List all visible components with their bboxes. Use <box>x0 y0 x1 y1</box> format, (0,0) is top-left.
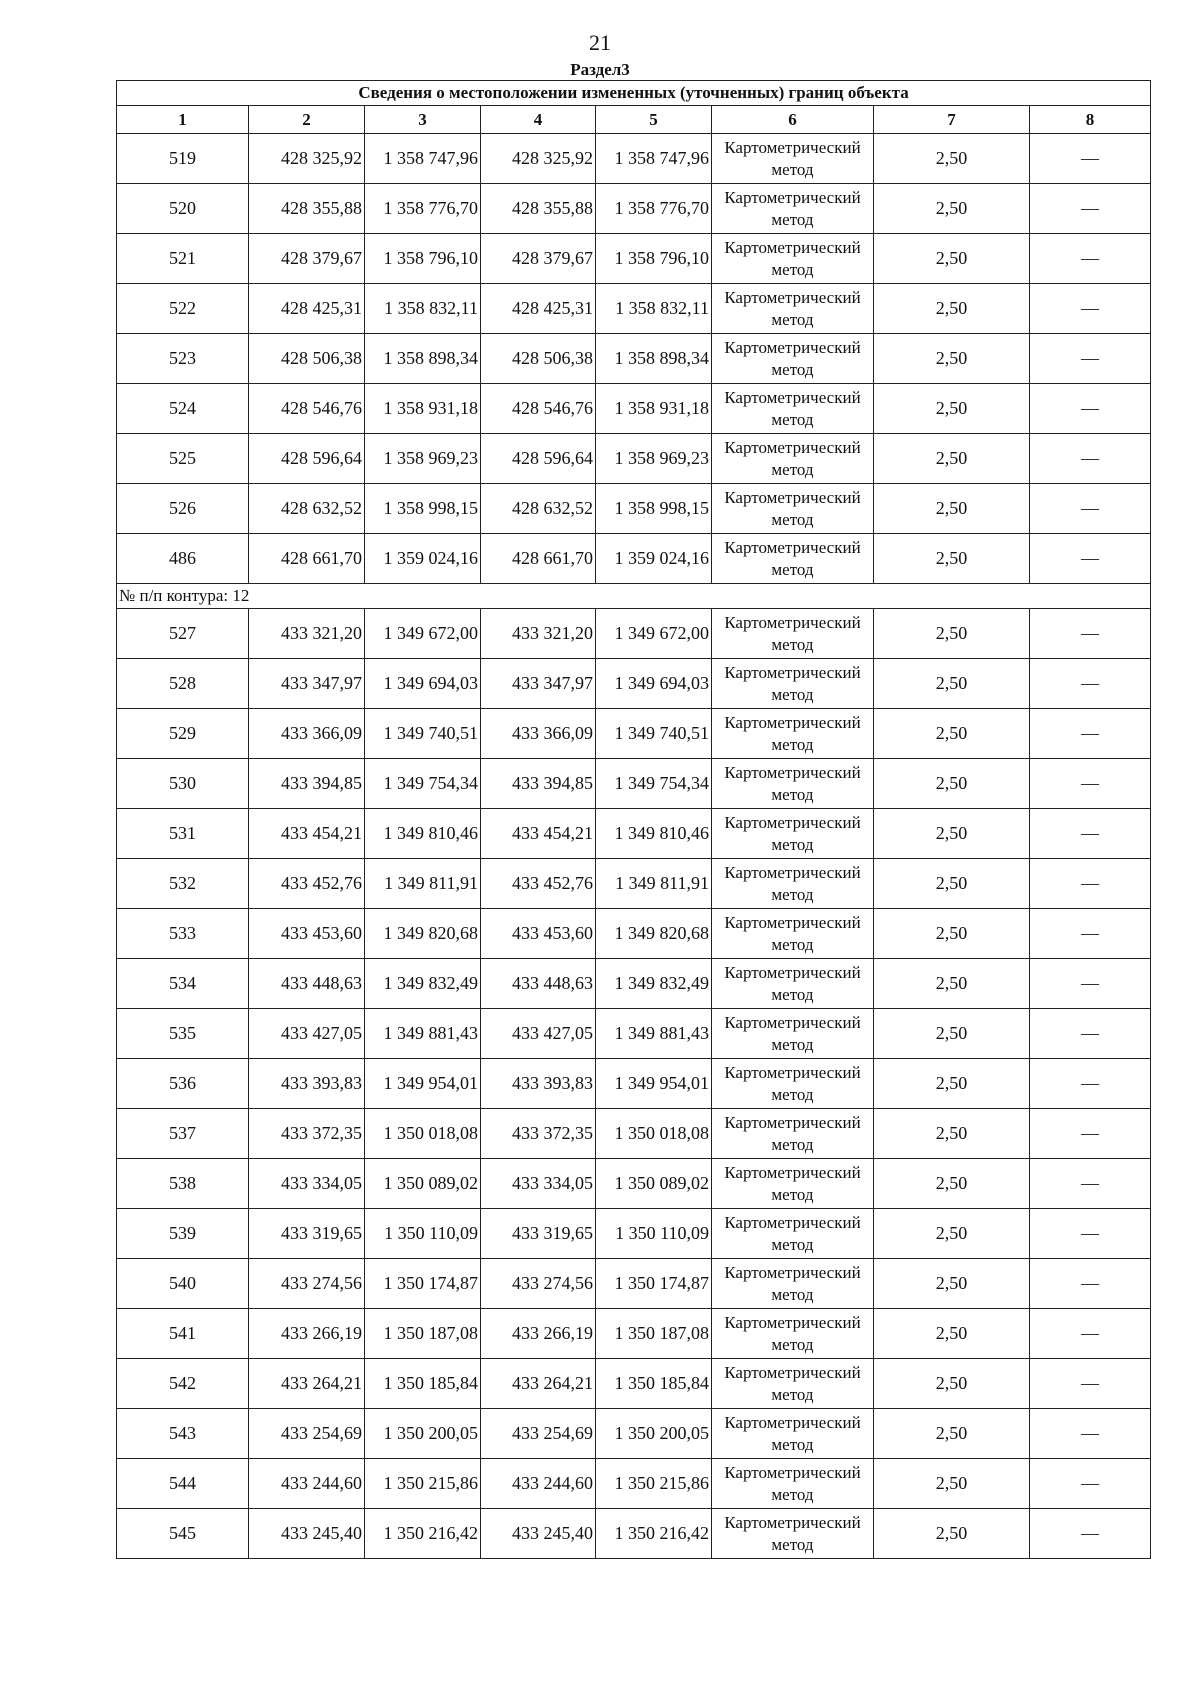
table-row <box>117 959 1151 1009</box>
x-new-cell: 433 366,09 <box>481 709 596 759</box>
x-new-cell: 428 355,88 <box>481 184 596 234</box>
y-existing-cell: 1 349 754,34 <box>365 759 481 809</box>
x-existing-cell: 433 454,21 <box>249 809 365 859</box>
point-number-cell: 520 <box>117 184 249 234</box>
x-existing-cell: 428 425,31 <box>249 284 365 334</box>
point-number-cell: 525 <box>117 434 249 484</box>
accuracy-cell: 2,50 <box>874 184 1030 234</box>
table-row <box>117 234 1151 284</box>
x-new-cell: 428 661,70 <box>481 534 596 584</box>
y-existing-cell: 1 349 820,68 <box>365 909 481 959</box>
y-new-cell: 1 349 754,34 <box>596 759 712 809</box>
table-caption: Сведения о местоположении измененных (уточненных) границ объекта <box>117 81 1151 106</box>
y-new-cell: 1 350 200,05 <box>596 1409 712 1459</box>
method-cell: Картометрический метод <box>712 859 874 909</box>
accuracy-cell: 2,50 <box>874 1009 1030 1059</box>
method-cell: Картометрический метод <box>712 384 874 434</box>
accuracy-cell: 2,50 <box>874 759 1030 809</box>
method-cell: Картометрический метод <box>712 1259 874 1309</box>
accuracy-cell: 2,50 <box>874 1409 1030 1459</box>
column-number: 2 <box>249 106 365 134</box>
x-new-cell: 433 274,56 <box>481 1259 596 1309</box>
x-new-cell: 428 596,64 <box>481 434 596 484</box>
description-cell: — <box>1030 1509 1151 1559</box>
x-new-cell: 428 506,38 <box>481 334 596 384</box>
section-title: Раздел3 <box>570 60 630 79</box>
x-existing-cell: 428 325,92 <box>249 134 365 184</box>
table-row <box>117 334 1151 384</box>
accuracy-cell: 2,50 <box>874 1059 1030 1109</box>
description-cell: — <box>1030 1459 1151 1509</box>
method-cell: Картометрический метод <box>712 809 874 859</box>
accuracy-cell: 2,50 <box>874 434 1030 484</box>
point-number-cell: 542 <box>117 1359 249 1409</box>
x-new-cell: 433 245,40 <box>481 1509 596 1559</box>
x-new-cell: 433 244,60 <box>481 1459 596 1509</box>
accuracy-cell: 2,50 <box>874 659 1030 709</box>
method-cell: Картометрический метод <box>712 659 874 709</box>
description-cell: — <box>1030 659 1151 709</box>
table-row <box>117 1059 1151 1109</box>
y-existing-cell: 1 358 832,11 <box>365 284 481 334</box>
table-row <box>117 909 1151 959</box>
table-row <box>117 659 1151 709</box>
y-new-cell: 1 350 185,84 <box>596 1359 712 1409</box>
point-number-cell: 527 <box>117 609 249 659</box>
description-cell: — <box>1030 1159 1151 1209</box>
y-existing-cell: 1 350 185,84 <box>365 1359 481 1409</box>
x-existing-cell: 433 372,35 <box>249 1109 365 1159</box>
x-existing-cell: 433 393,83 <box>249 1059 365 1109</box>
description-cell: — <box>1030 1209 1151 1259</box>
x-new-cell: 428 325,92 <box>481 134 596 184</box>
point-number-cell: 544 <box>117 1459 249 1509</box>
x-new-cell: 433 394,85 <box>481 759 596 809</box>
x-new-cell: 433 264,21 <box>481 1359 596 1409</box>
y-new-cell: 1 358 832,11 <box>596 284 712 334</box>
point-number-cell: 526 <box>117 484 249 534</box>
accuracy-cell: 2,50 <box>874 1509 1030 1559</box>
description-cell: — <box>1030 759 1151 809</box>
method-cell: Картометрический метод <box>712 1359 874 1409</box>
accuracy-cell: 2,50 <box>874 1359 1030 1409</box>
y-new-cell: 1 350 187,08 <box>596 1309 712 1359</box>
y-existing-cell: 1 349 694,03 <box>365 659 481 709</box>
point-number-cell: 519 <box>117 134 249 184</box>
contour-row <box>117 584 1151 609</box>
y-existing-cell: 1 350 174,87 <box>365 1259 481 1309</box>
table-row <box>117 1209 1151 1259</box>
x-new-cell: 428 632,52 <box>481 484 596 534</box>
y-existing-cell: 1 358 796,10 <box>365 234 481 284</box>
y-existing-cell: 1 349 810,46 <box>365 809 481 859</box>
method-cell: Картометрический метод <box>712 909 874 959</box>
y-new-cell: 1 350 018,08 <box>596 1109 712 1159</box>
x-existing-cell: 433 448,63 <box>249 959 365 1009</box>
description-cell: — <box>1030 384 1151 434</box>
description-cell: — <box>1030 284 1151 334</box>
y-existing-cell: 1 358 931,18 <box>365 384 481 434</box>
x-existing-cell: 433 274,56 <box>249 1259 365 1309</box>
table-row <box>117 1359 1151 1409</box>
y-existing-cell: 1 358 998,15 <box>365 484 481 534</box>
x-new-cell: 433 452,76 <box>481 859 596 909</box>
table-row <box>117 1509 1151 1559</box>
method-cell: Картометрический метод <box>712 134 874 184</box>
y-new-cell: 1 350 215,86 <box>596 1459 712 1509</box>
x-existing-cell: 428 632,52 <box>249 484 365 534</box>
table-row <box>117 759 1151 809</box>
description-cell: — <box>1030 1109 1151 1159</box>
y-new-cell: 1 349 811,91 <box>596 859 712 909</box>
accuracy-cell: 2,50 <box>874 484 1030 534</box>
x-new-cell: 428 425,31 <box>481 284 596 334</box>
x-existing-cell: 428 596,64 <box>249 434 365 484</box>
column-number: 1 <box>117 106 249 134</box>
x-existing-cell: 433 319,65 <box>249 1209 365 1259</box>
description-cell: — <box>1030 1009 1151 1059</box>
description-cell: — <box>1030 134 1151 184</box>
y-new-cell: 1 358 776,70 <box>596 184 712 234</box>
x-existing-cell: 428 379,67 <box>249 234 365 284</box>
x-existing-cell: 433 347,97 <box>249 659 365 709</box>
accuracy-cell: 2,50 <box>874 1159 1030 1209</box>
table-row <box>117 709 1151 759</box>
table-row <box>117 1009 1151 1059</box>
table-row <box>117 1159 1151 1209</box>
x-existing-cell: 433 244,60 <box>249 1459 365 1509</box>
x-existing-cell: 428 661,70 <box>249 534 365 584</box>
table-row <box>117 1309 1151 1359</box>
method-cell: Картометрический метод <box>712 1009 874 1059</box>
table-row <box>117 859 1151 909</box>
y-new-cell: 1 350 110,09 <box>596 1209 712 1259</box>
point-number-cell: 534 <box>117 959 249 1009</box>
method-cell: Картометрический метод <box>712 284 874 334</box>
method-cell: Картометрический метод <box>712 759 874 809</box>
description-cell: — <box>1030 1359 1151 1409</box>
description-cell: — <box>1030 234 1151 284</box>
method-cell: Картометрический метод <box>712 1409 874 1459</box>
x-existing-cell: 428 546,76 <box>249 384 365 434</box>
point-number-cell: 522 <box>117 284 249 334</box>
x-existing-cell: 433 427,05 <box>249 1009 365 1059</box>
x-existing-cell: 433 394,85 <box>249 759 365 809</box>
y-existing-cell: 1 349 672,00 <box>365 609 481 659</box>
table-row <box>117 809 1151 859</box>
y-new-cell: 1 349 820,68 <box>596 909 712 959</box>
x-new-cell: 433 372,35 <box>481 1109 596 1159</box>
x-new-cell: 433 347,97 <box>481 659 596 709</box>
method-cell: Картометрический метод <box>712 1109 874 1159</box>
method-cell: Картометрический метод <box>712 609 874 659</box>
y-new-cell: 1 358 998,15 <box>596 484 712 534</box>
description-cell: — <box>1030 609 1151 659</box>
column-number: 8 <box>1030 106 1151 134</box>
y-new-cell: 1 349 954,01 <box>596 1059 712 1109</box>
table-row <box>117 484 1151 534</box>
x-existing-cell: 433 366,09 <box>249 709 365 759</box>
point-number-cell: 532 <box>117 859 249 909</box>
x-new-cell: 433 321,20 <box>481 609 596 659</box>
point-number-cell: 523 <box>117 334 249 384</box>
x-new-cell: 433 254,69 <box>481 1409 596 1459</box>
x-existing-cell: 433 452,76 <box>249 859 365 909</box>
method-cell: Картометрический метод <box>712 534 874 584</box>
y-existing-cell: 1 349 811,91 <box>365 859 481 909</box>
y-new-cell: 1 358 747,96 <box>596 134 712 184</box>
y-existing-cell: 1 358 747,96 <box>365 134 481 184</box>
x-new-cell: 433 266,19 <box>481 1309 596 1359</box>
table-row <box>117 1259 1151 1309</box>
y-existing-cell: 1 358 969,23 <box>365 434 481 484</box>
method-cell: Картометрический метод <box>712 184 874 234</box>
x-existing-cell: 428 506,38 <box>249 334 365 384</box>
accuracy-cell: 2,50 <box>874 1459 1030 1509</box>
description-cell: — <box>1030 1059 1151 1109</box>
y-new-cell: 1 349 672,00 <box>596 609 712 659</box>
x-existing-cell: 433 264,21 <box>249 1359 365 1409</box>
description-cell: — <box>1030 434 1151 484</box>
method-cell: Картометрический метод <box>712 1059 874 1109</box>
accuracy-cell: 2,50 <box>874 234 1030 284</box>
method-cell: Картометрический метод <box>712 434 874 484</box>
method-cell: Картометрический метод <box>712 484 874 534</box>
description-cell: — <box>1030 1309 1151 1359</box>
point-number-cell: 533 <box>117 909 249 959</box>
column-number: 5 <box>596 106 712 134</box>
column-number: 4 <box>481 106 596 134</box>
table-row <box>117 134 1151 184</box>
description-cell: — <box>1030 859 1151 909</box>
y-new-cell: 1 349 832,49 <box>596 959 712 1009</box>
accuracy-cell: 2,50 <box>874 709 1030 759</box>
y-new-cell: 1 349 694,03 <box>596 659 712 709</box>
accuracy-cell: 2,50 <box>874 384 1030 434</box>
y-existing-cell: 1 350 216,42 <box>365 1509 481 1559</box>
description-cell: — <box>1030 534 1151 584</box>
x-new-cell: 428 546,76 <box>481 384 596 434</box>
point-number-cell: 524 <box>117 384 249 434</box>
x-new-cell: 433 334,05 <box>481 1159 596 1209</box>
y-new-cell: 1 349 810,46 <box>596 809 712 859</box>
x-existing-cell: 433 334,05 <box>249 1159 365 1209</box>
point-number-cell: 521 <box>117 234 249 284</box>
point-number-cell: 528 <box>117 659 249 709</box>
boundary-coordinates-table <box>116 80 1151 1559</box>
method-cell: Картометрический метод <box>712 959 874 1009</box>
x-existing-cell: 433 321,20 <box>249 609 365 659</box>
x-new-cell: 433 319,65 <box>481 1209 596 1259</box>
x-new-cell: 433 454,21 <box>481 809 596 859</box>
point-number-cell: 538 <box>117 1159 249 1209</box>
method-cell: Картометрический метод <box>712 1509 874 1559</box>
y-new-cell: 1 358 969,23 <box>596 434 712 484</box>
accuracy-cell: 2,50 <box>874 609 1030 659</box>
accuracy-cell: 2,50 <box>874 1259 1030 1309</box>
method-cell: Картометрический метод <box>712 1309 874 1359</box>
table-row <box>117 434 1151 484</box>
y-existing-cell: 1 349 832,49 <box>365 959 481 1009</box>
method-cell: Картометрический метод <box>712 709 874 759</box>
x-new-cell: 433 448,63 <box>481 959 596 1009</box>
point-number-cell: 540 <box>117 1259 249 1309</box>
y-new-cell: 1 349 740,51 <box>596 709 712 759</box>
point-number-cell: 535 <box>117 1009 249 1059</box>
y-existing-cell: 1 350 215,86 <box>365 1459 481 1509</box>
y-existing-cell: 1 350 187,08 <box>365 1309 481 1359</box>
contour-label: № п/п контура: 12 <box>117 584 1151 609</box>
x-existing-cell: 433 453,60 <box>249 909 365 959</box>
y-existing-cell: 1 359 024,16 <box>365 534 481 584</box>
table-row <box>117 1409 1151 1459</box>
accuracy-cell: 2,50 <box>874 859 1030 909</box>
column-number: 6 <box>712 106 874 134</box>
x-new-cell: 433 453,60 <box>481 909 596 959</box>
table-row <box>117 534 1151 584</box>
y-new-cell: 1 358 898,34 <box>596 334 712 384</box>
y-existing-cell: 1 350 018,08 <box>365 1109 481 1159</box>
x-existing-cell: 433 245,40 <box>249 1509 365 1559</box>
table-row <box>117 184 1151 234</box>
description-cell: — <box>1030 484 1151 534</box>
column-number: 7 <box>874 106 1030 134</box>
y-new-cell: 1 350 089,02 <box>596 1159 712 1209</box>
point-number-cell: 536 <box>117 1059 249 1109</box>
page-number: 21 <box>589 30 611 55</box>
column-number-row <box>117 106 1151 134</box>
x-new-cell: 428 379,67 <box>481 234 596 284</box>
y-existing-cell: 1 350 200,05 <box>365 1409 481 1459</box>
accuracy-cell: 2,50 <box>874 959 1030 1009</box>
accuracy-cell: 2,50 <box>874 909 1030 959</box>
y-new-cell: 1 358 931,18 <box>596 384 712 434</box>
accuracy-cell: 2,50 <box>874 1309 1030 1359</box>
description-cell: — <box>1030 809 1151 859</box>
point-number-cell: 539 <box>117 1209 249 1259</box>
method-cell: Картометрический метод <box>712 1159 874 1209</box>
table-row <box>117 609 1151 659</box>
y-existing-cell: 1 350 089,02 <box>365 1159 481 1209</box>
point-number-cell: 529 <box>117 709 249 759</box>
point-number-cell: 545 <box>117 1509 249 1559</box>
table-row <box>117 384 1151 434</box>
x-existing-cell: 433 254,69 <box>249 1409 365 1459</box>
accuracy-cell: 2,50 <box>874 334 1030 384</box>
y-existing-cell: 1 349 740,51 <box>365 709 481 759</box>
accuracy-cell: 2,50 <box>874 809 1030 859</box>
accuracy-cell: 2,50 <box>874 1109 1030 1159</box>
point-number-cell: 486 <box>117 534 249 584</box>
y-existing-cell: 1 358 898,34 <box>365 334 481 384</box>
point-number-cell: 531 <box>117 809 249 859</box>
method-cell: Картометрический метод <box>712 1459 874 1509</box>
accuracy-cell: 2,50 <box>874 534 1030 584</box>
accuracy-cell: 2,50 <box>874 134 1030 184</box>
y-new-cell: 1 350 174,87 <box>596 1259 712 1309</box>
y-existing-cell: 1 358 776,70 <box>365 184 481 234</box>
y-new-cell: 1 358 796,10 <box>596 234 712 284</box>
description-cell: — <box>1030 709 1151 759</box>
method-cell: Картометрический метод <box>712 234 874 284</box>
description-cell: — <box>1030 909 1151 959</box>
table-row <box>117 1109 1151 1159</box>
point-number-cell: 537 <box>117 1109 249 1159</box>
y-new-cell: 1 349 881,43 <box>596 1009 712 1059</box>
y-existing-cell: 1 349 881,43 <box>365 1009 481 1059</box>
description-cell: — <box>1030 1259 1151 1309</box>
point-number-cell: 543 <box>117 1409 249 1459</box>
table-row <box>117 1459 1151 1509</box>
accuracy-cell: 2,50 <box>874 284 1030 334</box>
y-existing-cell: 1 350 110,09 <box>365 1209 481 1259</box>
description-cell: — <box>1030 184 1151 234</box>
accuracy-cell: 2,50 <box>874 1209 1030 1259</box>
point-number-cell: 530 <box>117 759 249 809</box>
method-cell: Картометрический метод <box>712 334 874 384</box>
y-existing-cell: 1 349 954,01 <box>365 1059 481 1109</box>
table-row <box>117 284 1151 334</box>
y-new-cell: 1 359 024,16 <box>596 534 712 584</box>
description-cell: — <box>1030 959 1151 1009</box>
x-existing-cell: 428 355,88 <box>249 184 365 234</box>
x-new-cell: 433 427,05 <box>481 1009 596 1059</box>
y-new-cell: 1 350 216,42 <box>596 1509 712 1559</box>
description-cell: — <box>1030 1409 1151 1459</box>
column-number: 3 <box>365 106 481 134</box>
description-cell: — <box>1030 334 1151 384</box>
method-cell: Картометрический метод <box>712 1209 874 1259</box>
x-new-cell: 433 393,83 <box>481 1059 596 1109</box>
point-number-cell: 541 <box>117 1309 249 1359</box>
x-existing-cell: 433 266,19 <box>249 1309 365 1359</box>
